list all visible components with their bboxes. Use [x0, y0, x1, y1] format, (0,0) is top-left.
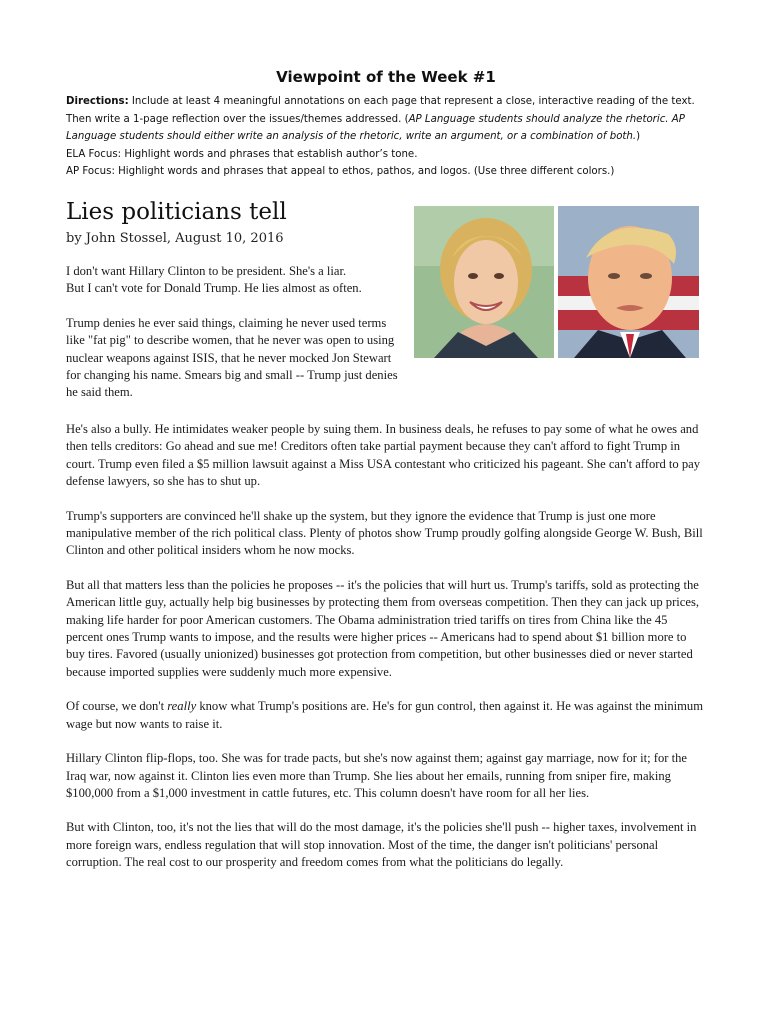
article-paragraph-2: Trump denies he ever said things, claiming he never used terms like "fat pig" to describe women, that he never was open to using nuclear weapons against ISIS, that he never mocked Jon Stewart for changing his name. Smears big and small -- Trump just denies he said them.	[66, 315, 398, 400]
article-paragraph-7: Hillary Clinton flip-flops, too. She was for trade pacts, but she's now against them; against gay marriage, now for it; for the Iraq war, now against it. Clinton lies even more than Trump. She lies about her emails, running from sniper fire, making $100,000 from a $1,000 investment in cattle futures, etc. This column doesn't have room for all her lies.	[66, 751, 687, 800]
directions-ap-note: AP Language students should analyze the rhetoric. AP Language students should either write an analysis of the rhetoric, write an argument, or a combination of both.	[66, 113, 685, 142]
directions-close: )	[636, 131, 641, 142]
article-paragraph-3: He's also a bully. He intimidates weaker people by suing them. In business deals, he refuses to pay some of what he owes and then tells creditors: Go ahead and sue me! Creditors often take partial payment because they can't afford to fight Trump in court. Trump even filed a $5 million lawsuit against a Miss USA contestant who criticized his pageant. She can't afford to pay defense lawyers, so she has to shut up.	[66, 422, 701, 489]
article-p1-line2: But I can't vote for Donald Trump. He lies almost as often.	[66, 281, 362, 296]
article-title: Lies politicians tell	[66, 199, 287, 225]
article-column-full	[66, 421, 706, 889]
directions-label: Directions:	[66, 96, 129, 107]
worksheet-title: Viewpoint of the Week #1	[276, 68, 496, 86]
trump-photo	[558, 206, 699, 358]
article-p6-emphasis: really	[167, 699, 197, 714]
directions-text: Include at least 4 meaningful annotations on each page that represent a close, interactive reading of the text. Then write a 1-page reflection over the issues/themes addressed. (	[66, 96, 695, 125]
clinton-portrait-image	[414, 206, 554, 358]
ap-focus: AP Focus: Highlight words and phrases that appeal to ethos, pathos, and logos. (Use three different colors.)	[66, 166, 615, 177]
article-paragraph-5: But all that matters less than the policies he proposes -- it's the policies that will hurt us. Trump's tariffs, sold as protecting the American little guy, actually help big businesses by protecting them from overseas competition. Then they can jack up prices, making life harder for poor American customers. The Obama administration tried tariffs on tires from China like the 45 percent ones Trump wants to impose, and the results were higher prices -- Americans had to spend about $1 billion more to buy tires. Favored (usually unionized) businesses got protection from competition, but other businesses died or never started because imported supplies were suddenly much more expensive.	[66, 577, 700, 679]
article-p1-line1: I don't want Hillary Clinton to be president. She's a liar.	[66, 264, 347, 278]
article-p6-post: know what Trump's positions are. He's for gun control, then against it. He was against the minimum wage but now wants to raise it.	[66, 699, 704, 731]
clinton-photo	[414, 206, 554, 358]
article-column-left	[66, 263, 408, 419]
article-paragraph-4: Trump's supporters are convinced he'll shake up the system, but they ignore the evidence that Trump is just one more manipulative member of the rich political class. Plenty of photos show Trump proudly golfing alongside George W. Bush, Bill Clinton and other political insiders whom he now mocks.	[66, 508, 703, 558]
ela-focus: ELA Focus: Highlight words and phrases that establish author’s tone.	[66, 148, 418, 160]
worksheet-header	[66, 68, 706, 181]
article-paragraph-8: But with Clinton, too, it's not the lies that will do the most damage, it's the policies she'll push -- higher taxes, involvement in more foreign wars, endless regulation that will stop innovation. Most of the time, the danger isn't politicians' personal corruption. The real cost to our prosperity and freedom comes from what the politicians do legally.	[66, 820, 697, 870]
article-paragraph-6	[66, 698, 706, 733]
directions-paragraph	[66, 93, 706, 146]
article-byline: by John Stossel, August 10, 2016	[66, 231, 284, 246]
trump-portrait-image	[558, 206, 699, 358]
directions-block	[66, 93, 706, 181]
article-p6-pre: Of course, we don't	[66, 699, 168, 714]
article-paragraph-1	[66, 263, 408, 298]
